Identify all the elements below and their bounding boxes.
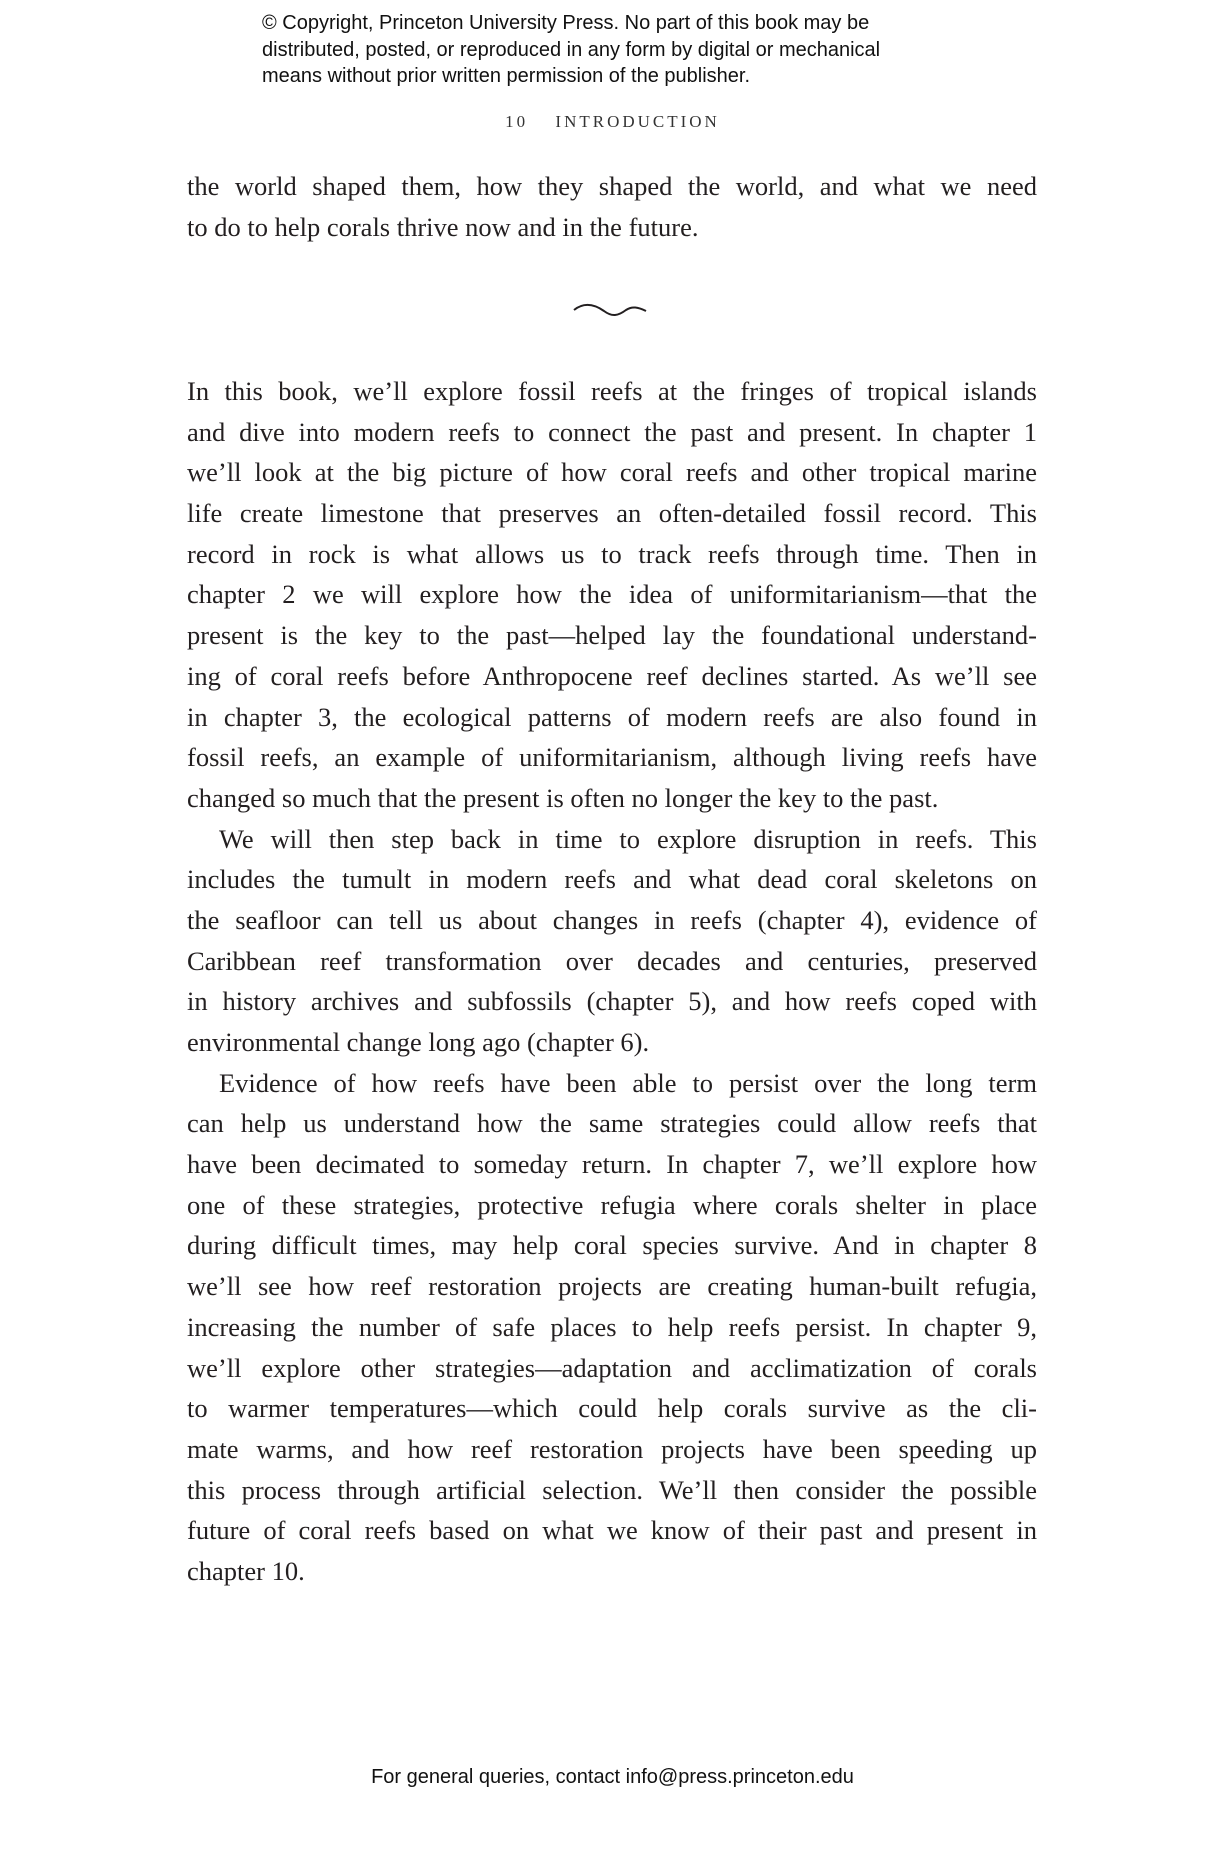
text-line: future of coral reefs based on what we know of their past and present in (187, 1515, 1037, 1546)
text-line: changed so much that the present is often no longer the key to the past. (187, 782, 939, 813)
copyright-notice (262, 10, 1022, 90)
running-head (0, 112, 1225, 132)
text-line: the world shaped them, how they shaped the world, and what we need (187, 171, 1037, 201)
footer-contact: For general queries, contact info@press.princeton.edu (371, 1766, 854, 1788)
text-line: In this book, we’ll explore fossil reefs at the fringes of tropical islands (187, 376, 1037, 406)
text-line: ing of coral reefs before Anthropocene reef declines started. As we’ll see (187, 660, 1037, 691)
text-line: chapter 2 we will explore how the idea of uniformitarianism—that the (187, 579, 1037, 610)
text-line: we’ll look at the big picture of how coral reefs and other tropical marine (187, 457, 1037, 488)
intro-text (187, 166, 1037, 247)
paragraph (187, 819, 1037, 1063)
text-line: we’ll see how reef restoration projects are creating human-built refugia, (187, 1271, 1037, 1302)
section-title: INTRODUCTION (555, 112, 720, 131)
paragraph (187, 371, 1037, 819)
main-text (187, 371, 1037, 1592)
text-line: increasing the number of safe places to help reefs persist. In chapter 9, (187, 1311, 1037, 1342)
swash-ornament-icon (570, 296, 650, 326)
text-line: one of these strategies, protective refugia where corals shelter in place (187, 1189, 1037, 1220)
text-line: and dive into modern reefs to connect the past and present. In chapter 1 (187, 416, 1037, 447)
text-line: includes the tumult in modern reefs and what dead coral skeletons on (187, 864, 1037, 895)
text-line: mate warms, and how reef restoration projects have been speeding up (187, 1433, 1037, 1464)
text-line: during difficult times, may help coral species survive. And in chapter 8 (187, 1230, 1037, 1261)
text-line: in history archives and subfossils (chapter 5), and how reefs coped with (187, 986, 1037, 1017)
text-line: record in rock is what allows us to track reefs through time. Then in (187, 538, 1037, 569)
text-line: present is the key to the past—helped lay the foundational understand- (187, 620, 1037, 651)
text-line: in chapter 3, the ecological patterns of modern reefs are also found in (187, 701, 1037, 732)
page-number: 10 (505, 112, 529, 131)
text-line: this process through artificial selection. We’ll then consider the possible (187, 1474, 1037, 1505)
text-line: We will then step back in time to explore disruption in reefs. This (219, 823, 1037, 854)
text-line: to warmer temperatures—which could help corals survive as the cli- (187, 1393, 1037, 1424)
text-line: we’ll explore other strategies—adaptation and acclimatization of corals (187, 1352, 1037, 1383)
text-line: fossil reefs, an example of uniformitarianism, although living reefs have (187, 742, 1037, 773)
text-line: environmental change long ago (chapter 6). (187, 1027, 650, 1057)
text-line: life create limestone that preserves an often-detailed fossil record. This (187, 498, 1037, 529)
text-line: Evidence of how reefs have been able to persist over the long term (219, 1067, 1037, 1098)
paragraph (187, 1063, 1037, 1592)
text-line: have been decimated to someday return. In chapter 7, we’ll explore how (187, 1149, 1037, 1180)
text-line: can help us understand how the same strategies could allow reefs that (187, 1108, 1037, 1139)
text-line: Caribbean reef transformation over decades and centuries, preserved (187, 945, 1037, 976)
copyright-line: © Copyright, Princeton University Press. No part of this book may be (262, 12, 870, 34)
text-line: to do to help corals thrive now and in the future. (187, 211, 699, 242)
copyright-line: distributed, posted, or reproduced in any form by digital or mechanical (262, 38, 881, 61)
text-line: the seafloor can tell us about changes in reefs (chapter 4), evidence of (187, 904, 1037, 935)
copyright-line: means without prior written permission of the publisher. (262, 65, 751, 87)
text-line: chapter 10. (187, 1555, 305, 1586)
